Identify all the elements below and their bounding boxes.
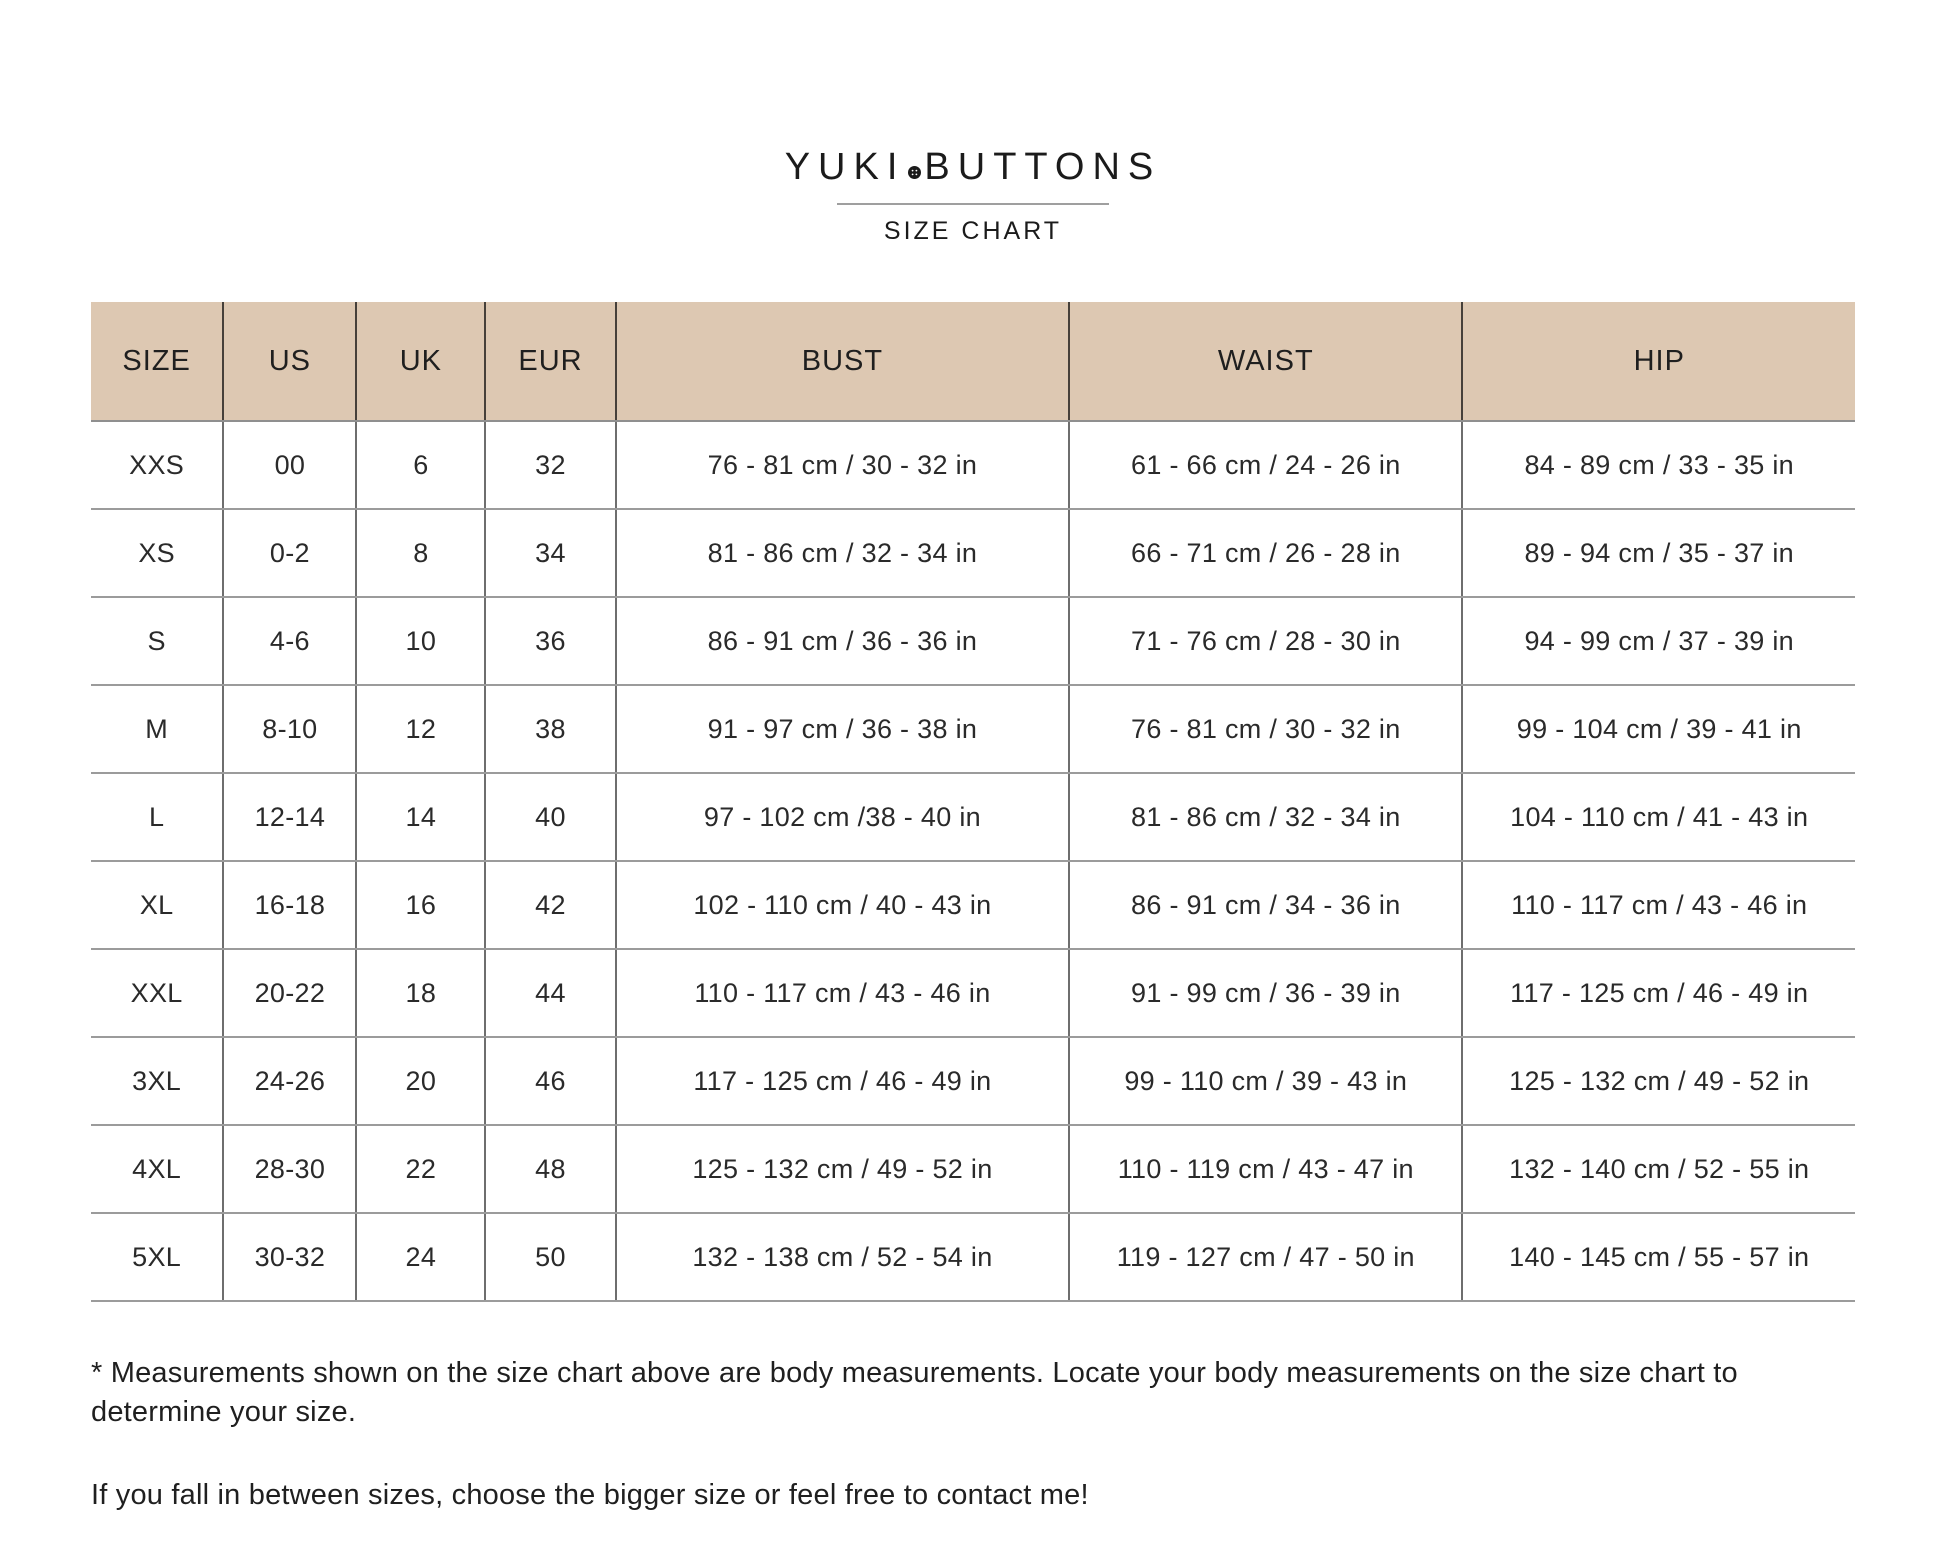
cell-us: 30-32 <box>223 1213 356 1301</box>
cell-uk: 16 <box>356 861 485 949</box>
cell-bust: 117 - 125 cm / 46 - 49 in <box>616 1037 1069 1125</box>
cell-waist: 66 - 71 cm / 26 - 28 in <box>1069 509 1462 597</box>
page-subtitle: SIZE CHART <box>883 217 1063 245</box>
cell-size: XL <box>91 861 223 949</box>
cell-size: 4XL <box>91 1125 223 1213</box>
size-table-body <box>91 421 1855 1301</box>
cell-size: XS <box>91 509 223 597</box>
cell-size: L <box>91 773 223 861</box>
cell-hip: 125 - 132 cm / 49 - 52 in <box>1462 1037 1855 1125</box>
table-row <box>91 861 1855 949</box>
cell-bust: 91 - 97 cm / 36 - 38 in <box>616 685 1069 773</box>
cell-us: 24-26 <box>223 1037 356 1125</box>
brand-divider <box>837 203 1109 205</box>
brand-header <box>91 146 1855 246</box>
cell-hip: 94 - 99 cm / 37 - 39 in <box>1462 597 1855 685</box>
cell-bust: 76 - 81 cm / 30 - 32 in <box>616 421 1069 509</box>
cell-waist: 86 - 91 cm / 34 - 36 in <box>1069 861 1462 949</box>
cell-bust: 97 - 102 cm /38 - 40 in <box>616 773 1069 861</box>
cell-uk: 14 <box>356 773 485 861</box>
cell-hip: 89 - 94 cm / 35 - 37 in <box>1462 509 1855 597</box>
cell-hip: 104 - 110 cm / 41 - 43 in <box>1462 773 1855 861</box>
cell-eur: 46 <box>485 1037 616 1125</box>
cell-us: 4-6 <box>223 597 356 685</box>
cell-hip: 99 - 104 cm / 39 - 41 in <box>1462 685 1855 773</box>
cell-size: M <box>91 685 223 773</box>
cell-waist: 91 - 99 cm / 36 - 39 in <box>1069 949 1462 1037</box>
table-row <box>91 1037 1855 1125</box>
cell-eur: 36 <box>485 597 616 685</box>
brand-logo <box>91 146 1855 189</box>
cell-hip: 140 - 145 cm / 55 - 57 in <box>1462 1213 1855 1301</box>
cell-uk: 8 <box>356 509 485 597</box>
cell-us: 0-2 <box>223 509 356 597</box>
cell-waist: 71 - 76 cm / 28 - 30 in <box>1069 597 1462 685</box>
column-header-eur: EUR <box>485 302 616 421</box>
cell-eur: 42 <box>485 861 616 949</box>
cell-bust: 132 - 138 cm / 52 - 54 in <box>616 1213 1069 1301</box>
cell-us: 8-10 <box>223 685 356 773</box>
cell-hip: 84 - 89 cm / 33 - 35 in <box>1462 421 1855 509</box>
cell-us: 16-18 <box>223 861 356 949</box>
cell-eur: 32 <box>485 421 616 509</box>
cell-waist: 99 - 110 cm / 39 - 43 in <box>1069 1037 1462 1125</box>
cell-bust: 102 - 110 cm / 40 - 43 in <box>616 861 1069 949</box>
table-row <box>91 949 1855 1037</box>
cell-size: 3XL <box>91 1037 223 1125</box>
cell-waist: 76 - 81 cm / 30 - 32 in <box>1069 685 1462 773</box>
table-row <box>91 1125 1855 1213</box>
cell-uk: 22 <box>356 1125 485 1213</box>
cell-hip: 110 - 117 cm / 43 - 46 in <box>1462 861 1855 949</box>
cell-bust: 86 - 91 cm / 36 - 36 in <box>616 597 1069 685</box>
table-header <box>91 302 1855 421</box>
cell-eur: 50 <box>485 1213 616 1301</box>
cell-waist: 110 - 119 cm / 43 - 47 in <box>1069 1125 1462 1213</box>
cell-bust: 110 - 117 cm / 43 - 46 in <box>616 949 1069 1037</box>
note-measurements: * Measurements shown on the size chart above are body measurements. Locate your body measurements on the size chart to determine your size. <box>91 1357 1738 1428</box>
cell-us: 12-14 <box>223 773 356 861</box>
cell-us: 00 <box>223 421 356 509</box>
cell-size: XXS <box>91 421 223 509</box>
cell-uk: 12 <box>356 685 485 773</box>
cell-eur: 38 <box>485 685 616 773</box>
column-header-size: SIZE <box>91 302 223 421</box>
cell-uk: 20 <box>356 1037 485 1125</box>
table-row <box>91 773 1855 861</box>
column-header-uk: UK <box>356 302 485 421</box>
table-row <box>91 597 1855 685</box>
table-row <box>91 509 1855 597</box>
cell-bust: 81 - 86 cm / 32 - 34 in <box>616 509 1069 597</box>
cell-waist: 81 - 86 cm / 32 - 34 in <box>1069 773 1462 861</box>
button-dot-icon <box>908 146 921 159</box>
cell-uk: 6 <box>356 421 485 509</box>
cell-eur: 48 <box>485 1125 616 1213</box>
cell-bust: 125 - 132 cm / 49 - 52 in <box>616 1125 1069 1213</box>
note-between-sizes: If you fall in between sizes, choose the bigger size or feel free to contact me! <box>91 1479 1089 1511</box>
cell-eur: 34 <box>485 509 616 597</box>
table-header-row <box>91 302 1855 421</box>
footnotes <box>91 1354 1855 1515</box>
table-row <box>91 421 1855 509</box>
brand-name-right: BUTTONS <box>924 146 1162 188</box>
brand-name-left: YUKI <box>784 146 906 188</box>
table-row <box>91 1213 1855 1301</box>
cell-us: 20-22 <box>223 949 356 1037</box>
cell-uk: 18 <box>356 949 485 1037</box>
cell-size: XXL <box>91 949 223 1037</box>
cell-size: 5XL <box>91 1213 223 1301</box>
cell-size: S <box>91 597 223 685</box>
cell-waist: 61 - 66 cm / 24 - 26 in <box>1069 421 1462 509</box>
column-header-us: US <box>223 302 356 421</box>
table-row <box>91 685 1855 773</box>
cell-hip: 132 - 140 cm / 52 - 55 in <box>1462 1125 1855 1213</box>
column-header-waist: WAIST <box>1069 302 1462 421</box>
column-header-bust: BUST <box>616 302 1069 421</box>
cell-us: 28-30 <box>223 1125 356 1213</box>
cell-eur: 40 <box>485 773 616 861</box>
size-chart-table <box>91 302 1855 1302</box>
cell-waist: 119 - 127 cm / 47 - 50 in <box>1069 1213 1462 1301</box>
cell-eur: 44 <box>485 949 616 1037</box>
column-header-hip: HIP <box>1462 302 1855 421</box>
cell-uk: 24 <box>356 1213 485 1301</box>
cell-uk: 10 <box>356 597 485 685</box>
cell-hip: 117 - 125 cm / 46 - 49 in <box>1462 949 1855 1037</box>
